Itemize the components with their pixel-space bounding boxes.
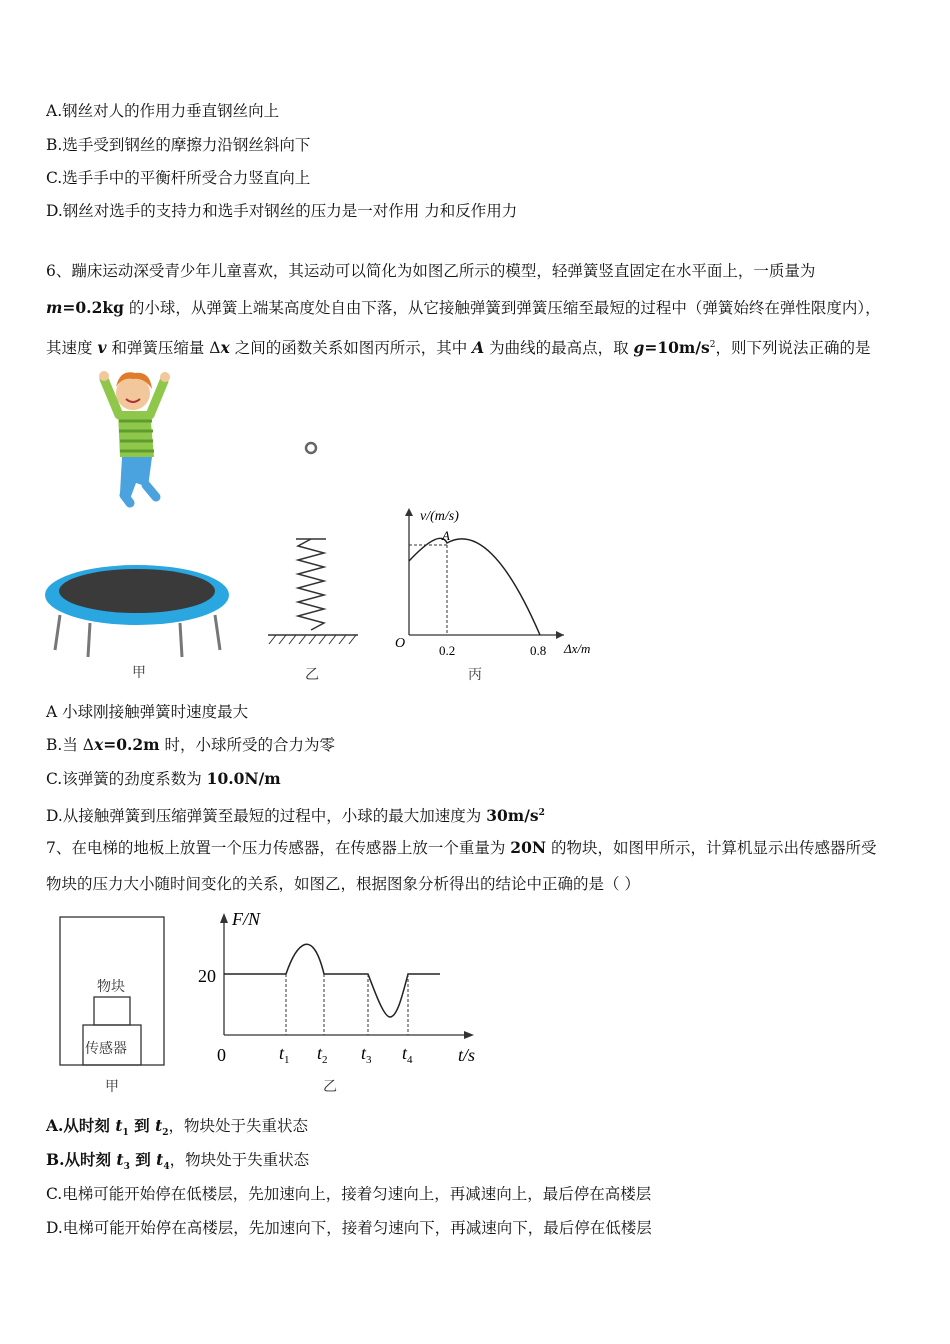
block-label: 物块 [97,979,125,995]
q6-stem-line1: 6、蹦床运动深受青少年儿童喜欢，其运动可以简化为如图乙所示的模型，轻弹簧竖直固定在水平面上，一质量为 [46,262,816,280]
tick-t1: $t_1$ [279,1043,290,1066]
q6-stem-line2: m=0.2kg 的小球，从弹簧上端某高度处自由下落，从它接触弹簧到弹簧压缩至最短的过程中（弹簧始终在弹性限度内）， [46,298,881,317]
graph-peak-label: A [442,528,450,543]
q5-option-a: A.钢丝对人的作用力垂直钢丝向上 [46,102,280,120]
graph-origin-0: 0 [217,1045,226,1065]
q7-figure [50,905,500,1100]
q5-option-b: B.选手受到钢丝的摩擦力沿钢丝斜向下 [46,136,311,154]
v-dx-graph [395,508,590,658]
q7-stem-line1: 7、在电梯的地板上放置一个压力传感器，在传感器上放一个重量为 20N 的物块，如图甲所示，计算机显示出传感器所受 [46,838,877,857]
spring-model [268,443,358,644]
q6-stem-line3: 其速度 v 和弹簧压缩量 Δx 之间的函数关系如图丙所示，其中 A 为曲线的最高点，取 $g=10m/s^2$，则下列说法正确的是 [46,338,871,358]
fig-label-jia: 甲 [132,665,146,681]
tick-t2: $t_2$ [317,1043,328,1066]
q6-option-c: C.该弹簧的劲度系数为 10.0N/m [46,769,281,788]
graph-ylabel-f: F/N [232,909,261,929]
child-illustration [99,371,170,503]
trampoline-illustration [45,565,229,657]
graph-origin: O [395,636,406,651]
q6-option-b: B.当 Δx=0.2m 时，小球所受的合力为零 [46,735,335,754]
q5-option-d: D.钢丝对选手的支持力和选手对钢丝的压力是一对作用 力和反作用力 [46,202,518,220]
fig-label-jia-q7: 甲 [105,1079,119,1095]
sensor-label: 传感器 [85,1041,127,1057]
q5-option-c: C.选手手中的平衡杆所受合力竖直向上 [46,169,311,187]
graph-ylabel: v/(m/s) [420,509,459,524]
q7-option-b: B.从时刻 $t_3$ 到 $t_4$，物块处于失重状态 [46,1150,310,1173]
fig-label-bing: 丙 [468,667,482,683]
graph-xlabel: Δx/m [564,641,591,656]
graph-tick-0-8: 0.8 [530,643,547,658]
q7-stem-line2: 物块的压力大小随时间变化的关系，如图乙，根据图象分析得出的结论中正确的是（ ） [46,875,640,893]
q6-option-d: D.从接触弹簧到压缩弹簧至最短的过程中，小球的最大加速度为 $30m/s^2$ [46,806,545,826]
graph-y-20: 20 [198,966,216,986]
q7-option-d: D.电梯可能开始停在高楼层，先加速向下，接着匀速向下，再减速向下，最后停在低楼层 [46,1219,652,1237]
q6-figure [40,365,620,690]
tick-t4: $t_4$ [402,1043,413,1066]
tick-t3: $t_3$ [361,1043,372,1066]
q6-option-a: A 小球刚接触弹簧时速度最大 [46,703,249,721]
fig-label-yi: 乙 [305,667,319,683]
elevator-diagram [60,917,164,1095]
q7-option-a: A.从时刻 $t_1$ 到 $t_2$，物块处于失重状态 [46,1116,309,1139]
graph-tick-0-2: 0.2 [439,643,456,658]
force-time-graph [198,909,475,1095]
graph-xlabel-t: t/s [458,1045,476,1065]
fig-label-yi-q7: 乙 [323,1079,337,1095]
q7-option-c: C.电梯可能开始停在低楼层，先加速向上，接着匀速向上，再减速向上，最后停在高楼层 [46,1185,652,1203]
